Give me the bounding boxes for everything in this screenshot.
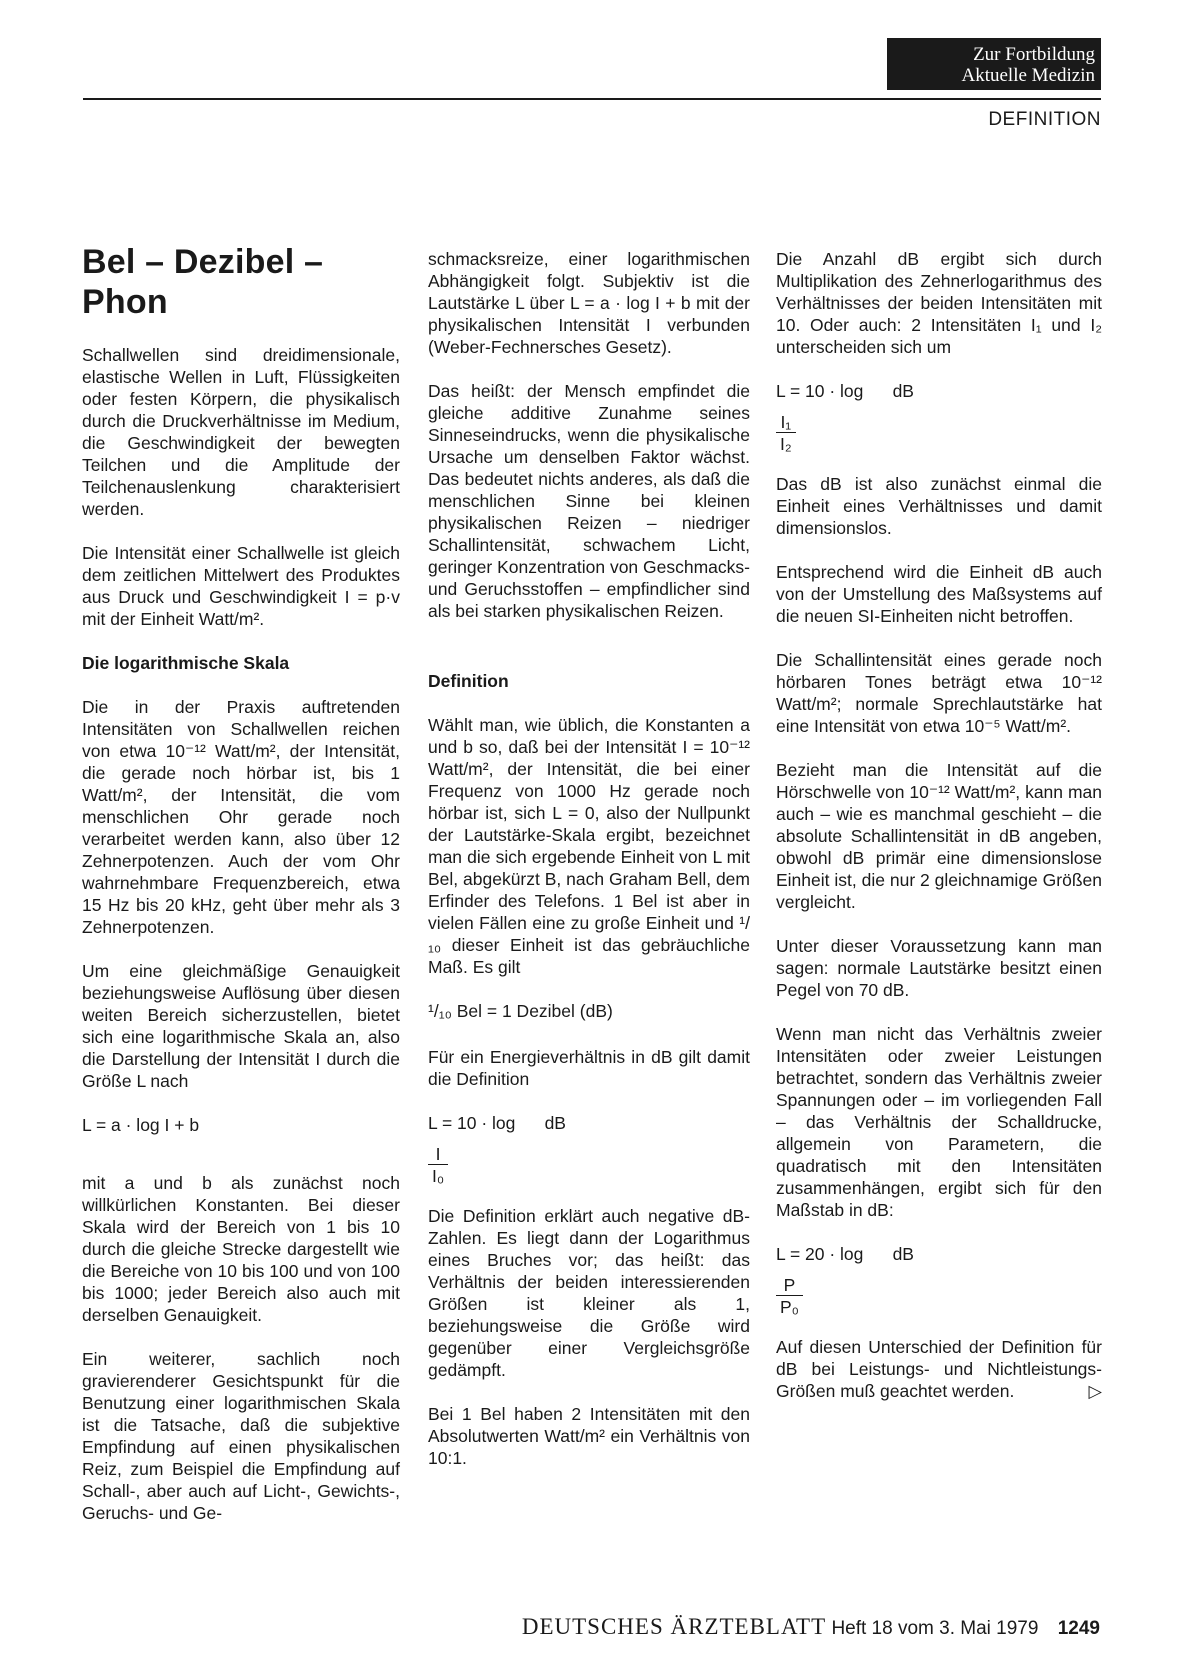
article-title: Bel – Dezibel – Phon: [82, 243, 324, 321]
series-badge: [887, 38, 1101, 90]
paragraph: Um eine gleichmäßige Genauigkeit beziehungsweise Auflösung über diesen weiten Bereich sicherzustellen, bietet sich eine logarithmische Skala an, also die Darstellung der Intensität I durch die Größe L nach: [82, 961, 400, 1091]
paragraph: Die Definition erklärt auch negative dB-Zahlen. Es liegt dann der Logarithmus eines Bruches vor; das heißt: das Verhältnis der beiden interessierenden Größen ist kleiner als 1, beziehungsweise die Größe wird gegenüber einer Vergleichsgröße gedämpft.: [428, 1206, 750, 1380]
fraction: [776, 412, 796, 455]
paragraph: Für ein Energieverhältnis in dB gilt damit die Definition: [428, 1047, 750, 1089]
header-rule: [83, 98, 1101, 100]
paragraph: Die Intensität einer Schallwelle ist gleich dem zeitlichen Mittelwert des Produktes aus Druck und Geschwindigkeit I = p·v mit der Einheit Watt/m².: [82, 543, 400, 629]
section-label: DEFINITION: [988, 109, 1101, 130]
paragraph: Die Schallintensität eines gerade noch hörbaren Tones beträgt etwa 10⁻¹² Watt/m²; normale Sprechlautstärke hat eine Intensität von etwa 10⁻⁵ Watt/m².: [776, 650, 1102, 736]
fraction-denominator: I₀: [432, 1166, 445, 1186]
column-2: [428, 248, 750, 1491]
fraction-numerator: P: [776, 1275, 803, 1296]
paragraph: schmacksreize, einer logarithmischen Abhängigkeit folgt. Subjektiv ist die Lautstärke L über L = a · log I + b mit der physikalischen Intensität I verbunden (Weber-Fechnersches Gesetz).: [428, 249, 750, 357]
formula: ¹/₁₀ Bel = 1 Dezibel (dB): [428, 1001, 613, 1021]
paragraph: Auf diesen Unterschied der Definition für dB bei Leistungs- und Nichtleistungs-Größen muß geachtet werden.: [776, 1337, 1102, 1401]
fraction: [428, 1144, 448, 1187]
formula: L = a · log I + b: [82, 1115, 200, 1135]
formula: L = 10 · log dB: [428, 1113, 566, 1133]
paragraph: mit a und b als zunächst noch willkürlichen Konstanten. Bei dieser Skala wird der Bereich von 1 bis 10 durch die gleiche Strecke dargestellt wie die Bereiche von 10 bis 100 und von 100 bis 1000; jeder Bereich also auch mit derselben Genauigkeit.: [82, 1173, 400, 1325]
fraction-numerator: I: [428, 1144, 448, 1165]
paragraph: Schallwellen sind dreidimensionale, elastische Wellen in Luft, Flüssigkeiten oder festen Körpern, die physikalisch durch die Druckverhältnisse im Medium, die Geschwindigkeit der bewegten Teilchen und die Amplitude der Teilchenauslenkung charakterisiert werden.: [82, 345, 400, 519]
paragraph: Bei 1 Bel haben 2 Intensitäten mit den Absolutwerten Watt/m² ein Verhältnis von 10:1.: [428, 1404, 750, 1468]
paragraph: Entsprechend wird die Einheit dB auch von der Umstellung des Maßsystems auf die neuen SI-Einheiten nicht betroffen.: [776, 562, 1102, 626]
fraction-denominator: I₂: [780, 434, 792, 454]
paragraph: Die Anzahl dB ergibt sich durch Multiplikation des Zehnerlogarithmus des Verhältnisses der beiden Intensitäten mit 10. Oder auch: 2 Intensitäten I₁ und I₂ unterscheiden sich um: [776, 249, 1102, 357]
badge-line-1: Zur Fortbildung: [973, 44, 1095, 65]
journal-name: DEUTSCHES ÄRZTEBLATT: [521, 1614, 827, 1639]
formula: L = 20 · log dB: [776, 1244, 914, 1264]
paragraph: Die in der Praxis auftretenden Intensitäten von Schallwellen reichen von etwa 10⁻¹² Watt/m², der Intensität, die gerade noch hörbar ist, bis 1 Watt/m², der Intensität, die vom menschlichen Ohr gerade noch verarbeitet werden kann, also über 12 Zehnerpotenzen. Auch der vom Ohr wahrnehmbare Frequenzbereich, etwa 15 Hz bis 20 kHz, geht über mehr als 3 Zehnerpotenzen.: [82, 697, 400, 937]
paragraph: Unter dieser Voraussetzung kann man sagen: normale Lautstärke besitzt einen Pegel von 70 dB.: [776, 936, 1102, 1000]
paragraph: Das heißt: der Mensch empfindet die gleiche additive Zunahme seines Sinneseindrucks, wenn die physikalische Ursache um denselben Faktor wächst. Das bedeutet nichts anderes, als daß die menschlichen Sinne bei kleinen physikalischen Reizen – niedriger Schallintensität, schwachem Licht, geringer Konzentration von Geschmacks- und Geruchsstoffen – empfindlicher sind als bei starken physikalischen Reizen.: [428, 381, 750, 621]
fraction: [776, 1275, 803, 1318]
paragraph: Wählt man, wie üblich, die Konstanten a und b so, daß bei der Intensität I = 10⁻¹² Watt/m², der Intensität, die bei einer Frequenz von 1000 Hz gerade noch hörbar ist, sich L = 0, also der Nullpunkt der Lautstärke-Skala ergibt, bezeichnet man die sich ergebende Einheit von L mit Bel, abgekürzt B, nach Graham Bell, dem Erfinder des Telefons. 1 Bel ist aber in vielen Fällen eine zu große Einheit und ¹/₁₀ dieser Einheit ist das gebräuchliche Maß. Es gilt: [428, 715, 750, 977]
paragraph: Wenn man nicht das Verhältnis zweier Intensitäten oder zweier Leistungen betrachtet, sondern das Verhältnis zweier Spannungen oder – im vorliegenden Fall – das Verhältnis der Schalldrucke, allgemein von Parametern, die quadratisch mit den Intensitäten zusammenhängen, ergibt sich für den Maßstab in dB:: [776, 1024, 1102, 1220]
fraction-denominator: P₀: [780, 1297, 799, 1317]
page-number: 1249: [1057, 1618, 1100, 1639]
continue-arrow-icon: ▷: [1088, 1381, 1102, 1401]
issue-info: Heft 18 vom 3. Mai 1979: [831, 1618, 1039, 1639]
paragraph: Das dB ist also zunächst einmal die Einheit eines Verhältnisses und damit dimensionslos.: [776, 474, 1102, 538]
badge-line-2: Aktuelle Medizin: [961, 65, 1095, 86]
fraction-numerator: I₁: [776, 412, 796, 433]
page-footer: [0, 1614, 1100, 1640]
paragraph: Bezieht man die Intensität auf die Hörschwelle von 10⁻¹² Watt/m², kann man auch – wie es manchmal geschieht – die absolute Schallintensität in dB angeben, obwohl dB primär eine dimensionslose Einheit ist, die nur 2 gleichnamige Größen vergleicht.: [776, 760, 1102, 912]
subheading: Die logarithmische Skala: [82, 653, 290, 673]
subheading: Definition: [428, 671, 509, 691]
column-1: [82, 243, 400, 1546]
formula: L = 10 · log dB: [776, 381, 914, 401]
paragraph: Ein weiterer, sachlich noch gravierenderer Gesichtspunkt für die Benutzung einer logarithmischen Skala ist die Tatsache, daß die subjektive Empfindung auf einen physikalischen Reiz, zum Beispiel die Empfindung auf Schall-, aber auch auf Licht-, Gewichts-, Geruchs- und Ge-: [82, 1349, 400, 1523]
column-3: [776, 248, 1102, 1402]
